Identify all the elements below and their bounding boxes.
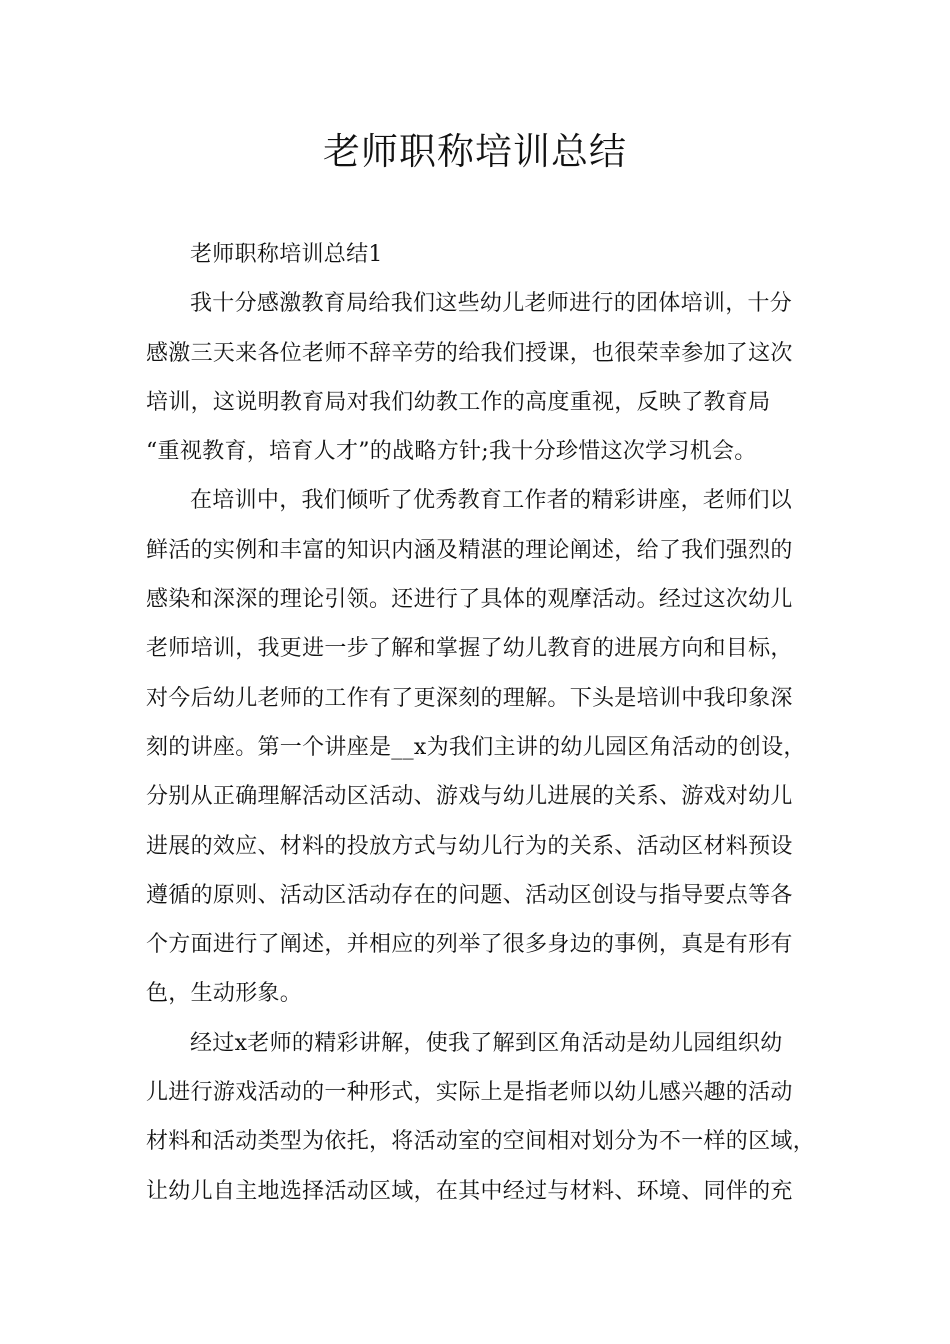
paragraph-line: 老师培训，我更进一步了解和掌握了幼儿教育的进展方向和目标， <box>146 636 793 662</box>
paragraph-line: 进展的效应、材料的投放方式与幼儿行为的关系、活动区材料预设 <box>146 833 793 859</box>
paragraph-line: 儿进行游戏活动的一种形式，实际上是指老师以幼儿感兴趣的活动 <box>146 1080 793 1106</box>
paragraph-line: 经过x老师的精彩讲解，使我了解到区角活动是幼儿园组织幼 <box>190 1030 783 1056</box>
paragraph-line: 色，生动形象。 <box>146 981 303 1007</box>
paragraph-line: 感激三天来各位老师不辞辛劳的给我们授课，也很荣幸参加了这次 <box>146 340 793 366</box>
paragraph-line: 培训，这说明教育局对我们幼教工作的高度重视，反映了教育局 <box>146 389 771 415</box>
paragraph-line: “重视教育，培育人才”的战略方针;我十分珍惜这次学习机会。 <box>146 439 757 465</box>
paragraph-line: 材料和活动类型为依托，将活动室的空间相对划分为不一样的区域， <box>146 1129 816 1155</box>
paragraph-line: 感染和深深的理论引领。还进行了具体的观摩活动。经过这次幼儿 <box>146 587 793 613</box>
document-body <box>146 230 816 1216</box>
paragraph-line: 个方面进行了阐述，并相应的列举了很多身边的事例，真是有形有 <box>146 932 793 958</box>
paragraph-line: 我十分感激教育局给我们这些幼儿老师进行的团体培训，十分 <box>190 291 793 317</box>
paragraph-line: 分别从正确理解活动区活动、游戏与幼儿进展的关系、游戏对幼儿 <box>146 784 793 810</box>
paragraph-line: 鲜活的实例和丰富的知识内涵及精湛的理论阐述，给了我们强烈的 <box>146 537 793 563</box>
paragraph-line: 让幼儿自主地选择活动区域，在其中经过与材料、环境、同伴的充 <box>146 1178 793 1204</box>
paragraph-line: 遵循的原则、活动区活动存在的问题、活动区创设与指导要点等各 <box>146 882 793 908</box>
paragraph-line: 刻的讲座。第一个讲座是__x为我们主讲的幼儿园区角活动的创设， <box>146 734 806 760</box>
document-title: 老师职称培训总结 <box>323 130 627 173</box>
paragraph-line: 在培训中，我们倾听了优秀教育工作者的精彩讲座，老师们以 <box>190 488 793 514</box>
section-heading: 老师职称培训总结1 <box>190 242 383 267</box>
paragraph-line: 对今后幼儿老师的工作有了更深刻的理解。下头是培训中我印象深 <box>146 685 793 711</box>
